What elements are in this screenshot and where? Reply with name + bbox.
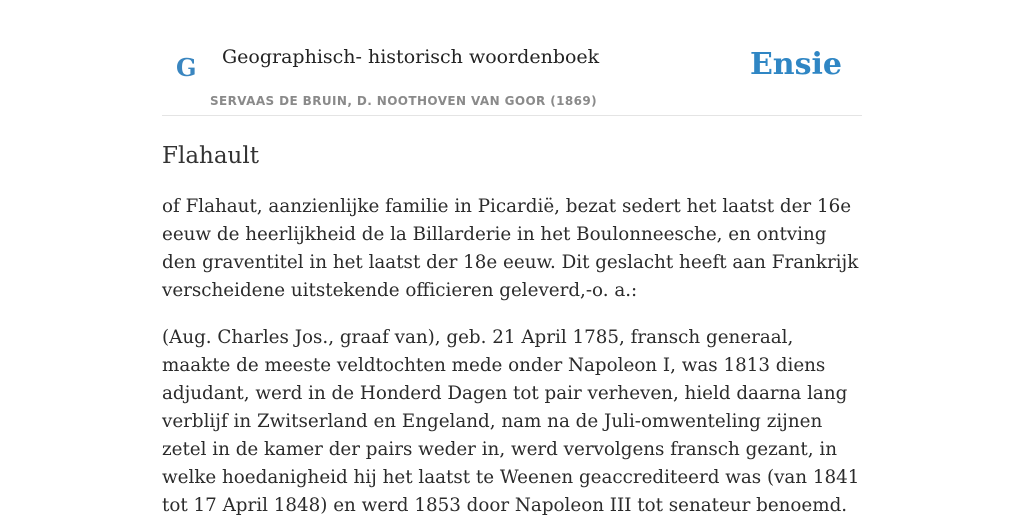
entry-paragraph: of Flahaut, aanzienlijke familie in Picardië, bezat sedert het laatst der 16e eeuw de heerlijkheid de la Billarderie in het Boulonneesche, en ontving den graventitel in het laatst der 18e eeuw. Dit geslacht heeft aan Frankrijk verscheidene uitstekende officieren geleverd,-o. a.: [162, 196, 859, 301]
book-icon[interactable]: G [176, 53, 197, 82]
book-author: SERVAAS DE BRUIN, D. NOOTHOVEN VAN GOOR (1869) [210, 94, 598, 108]
entry-title: Flahault [162, 143, 259, 169]
book-title-link[interactable]: Geographisch- historisch woordenboek [222, 46, 600, 68]
entry-paragraph: (Aug. Charles Jos., graaf van), geb. 21 April 1785, fransch generaal, maakte de meeste veldtochten mede onder Napoleon I, was 1813 diens adjudant, werd in de Honderd Dagen tot pair verheven, hield daarna lang verblijf in Zwitserland en Engeland, nam na de Juli-omwenteling zijnen zetel in de kamer der pairs weder in, werd vervolgens fransch gezant, in welke hoedanigheid hij het laatst te Weenen geaccrediteerd was (van 1841 tot 17 April 1848) en werd 1853 door Napoleon III tot senateur benoemd. [162, 327, 860, 516]
page [162, 0, 862, 520]
ensie-logo[interactable]: Ensie [749, 47, 842, 82]
header [162, 0, 862, 116]
